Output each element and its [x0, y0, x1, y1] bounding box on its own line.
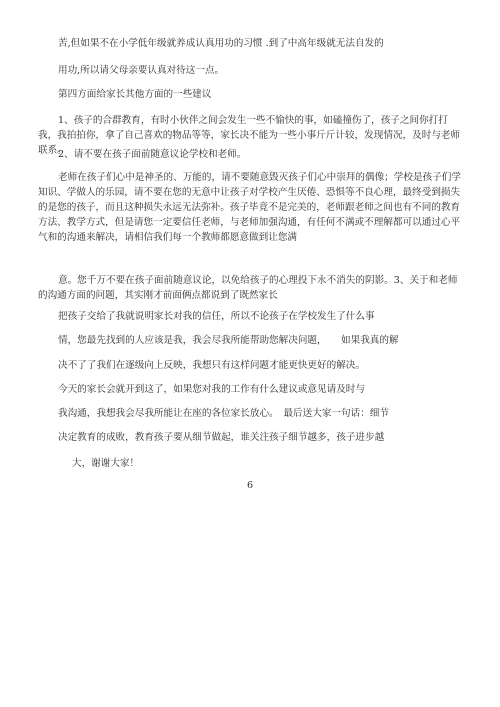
text-line: 决不了了我们在逐级向上反映，我想只有这样问题才能更快更好的解决。 [58, 360, 365, 371]
paragraph: 1、孩子的合群教育，有时小伙伴之间会发生一些不愉快的事，如磕撞伤了，孩子之间你打打我，我拍拍你，拿了自己喜欢的物品等等，家长决不能为一些小事斤斤计较，发现情况，及时与老师联系。 [38, 115, 461, 156]
text-line: 苦,但如果不在小学低年级就养成认真用功的习惯 .到了中高年级就无法自发的 [58, 38, 384, 49]
section-heading: 第四方面给家长其他方面的一些建议 [58, 89, 212, 100]
paragraph: 老师在孩子们心中是神圣的、万能的，请不要随意毁灭孩子们心中崇拜的偶像；学校是孩子们学知识、学做人的乐园，请不要在您的无意中让孩子对学校产生厌倦、恐惧等不良心理，最终受到损失的是您的孩子，而且这种损失永远无法弥补。孩子毕竟不是完美的，老师跟老师之间也有不同的教育方法、教学方式，但是请您一定要信任老师，与老师加强沟通，有任何不满或不理解都可以通过心平气和的沟通来解决，请相信我们每一个教师都愿意做到让您满 [38, 172, 461, 243]
text-line: 决定教育的成败，教育孩子要从细节做起，谁关注孩子细节越多，孩子进步越 [58, 432, 385, 443]
text-line: 2、请不要在孩子面前随意议论学校和老师。 [58, 149, 247, 160]
paragraph: 意。您千万不要在孩子面前随意议论，以免给孩子的心理投下永不消失的阴影。3、关于和老师的沟通方面的问题，其实刚才前面俩点都说到了既然家长 [38, 275, 458, 301]
text-line: 我沟通，我想我会尽我所能让在座的各位家长放心。 最后送大家一句话：细节 [58, 408, 389, 419]
text-line: 大，谢谢大家！ [72, 458, 140, 469]
text-line: 今天的家长会就开到这了，如果您对我的工作有什么建议或意见请及时与 [58, 384, 365, 395]
text-line: 用功,所以请父母亲要认真对待这一点。 [58, 65, 225, 76]
text-line: 情，您最先找到的人应该是我，我会尽我所能帮助您解决问题， 如果我真的解 [58, 335, 399, 346]
page-number: 6 [246, 480, 254, 491]
text-line: 把孩子交给了我就说明家长对我的信任，所以不论孩子在学校发生了什么事 [58, 311, 375, 322]
